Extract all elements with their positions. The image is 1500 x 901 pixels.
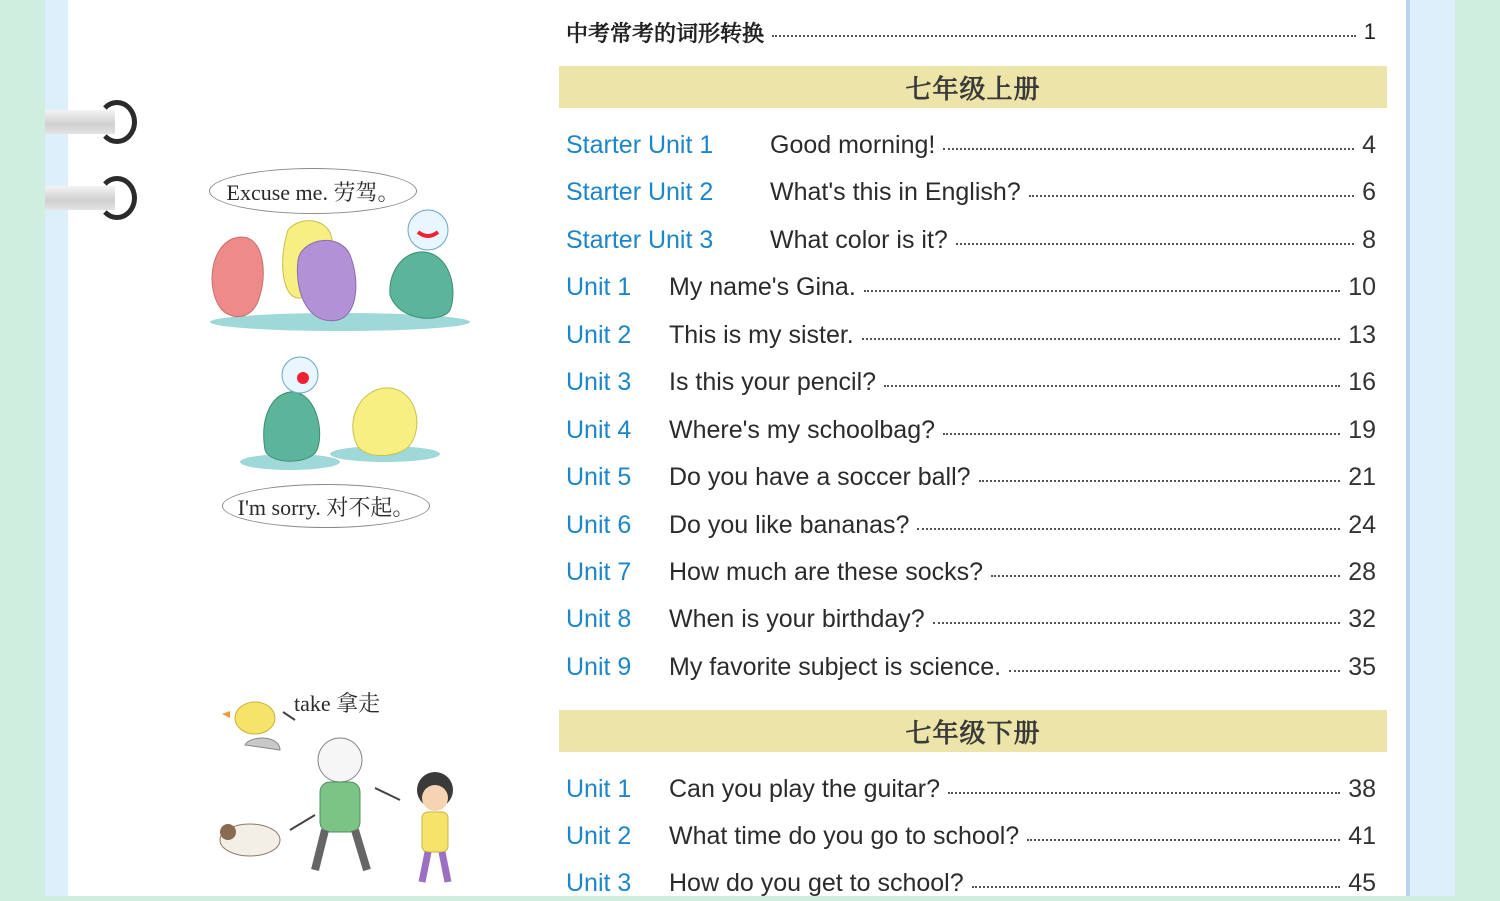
page-number: 19 [1348, 415, 1376, 444]
unit-label: Unit 8 [566, 604, 632, 633]
page-number: 38 [1348, 774, 1376, 803]
take-fetch-bring-illustration [200, 690, 480, 890]
leader-dots [943, 433, 1340, 435]
unit-title: Is this your pencil? [669, 367, 877, 396]
toc-row[interactable] [566, 601, 1376, 637]
toc-header-row[interactable] [566, 16, 1376, 48]
leader-dots [772, 35, 1356, 37]
speech-bubble-sorry: I'm sorry. 对不起。 [222, 484, 430, 528]
unit-title: My favorite subject is science. [669, 652, 1002, 681]
unit-title: Do you like bananas? [669, 510, 910, 539]
page-number: 32 [1348, 604, 1376, 633]
sorry-bean-illustration [235, 350, 455, 470]
speech-bubble-excuse: Excuse me. 劳驾。 [209, 168, 417, 214]
toc-row[interactable] [566, 364, 1376, 400]
toc-header-page: 1 [1363, 19, 1376, 44]
unit-title: When is your birthday? [669, 604, 925, 633]
unit-label: Unit 7 [566, 557, 632, 586]
toc-row[interactable] [566, 412, 1376, 448]
page-number: 24 [1348, 510, 1376, 539]
page-number: 16 [1348, 367, 1376, 396]
section-band-grade7-vol2: 七年级下册 [559, 710, 1387, 752]
unit-label: Unit 1 [566, 774, 632, 803]
toc-row[interactable] [566, 554, 1376, 590]
leader-dots [972, 886, 1341, 888]
toc-row[interactable] [566, 459, 1376, 495]
unit-label: Unit 3 [566, 868, 632, 897]
section-band-grade7-vol1: 七年级上册 [559, 66, 1387, 108]
unit-label: Starter Unit 2 [566, 177, 714, 206]
toc-row[interactable] [566, 507, 1376, 543]
toc-row[interactable] [566, 174, 1376, 210]
unit-title: What color is it? [770, 225, 948, 254]
toc-row[interactable] [566, 222, 1376, 258]
toc-row[interactable] [566, 317, 1376, 353]
unit-title: This is my sister. [669, 320, 854, 349]
page-number: 35 [1348, 652, 1376, 681]
leader-dots [864, 290, 1340, 292]
leader-dots [1009, 670, 1340, 672]
leader-dots [956, 243, 1354, 245]
leader-dots [933, 622, 1341, 624]
unit-label: Unit 2 [566, 821, 632, 850]
toc-row[interactable] [566, 649, 1376, 685]
toc-row[interactable] [566, 127, 1376, 163]
leader-dots [1029, 195, 1354, 197]
unit-title: What time do you go to school? [669, 821, 1020, 850]
page-number: 13 [1348, 320, 1376, 349]
unit-title: Do you have a soccer ball? [669, 462, 971, 491]
page-number: 45 [1348, 868, 1376, 897]
unit-label: Unit 9 [566, 652, 632, 681]
unit-title: What's this in English? [770, 177, 1021, 206]
bean-characters-illustration [200, 200, 480, 340]
unit-label: Unit 2 [566, 320, 632, 349]
unit-label: Starter Unit 3 [566, 225, 714, 254]
leader-dots [948, 792, 1340, 794]
binder-ring-icon [45, 176, 137, 220]
page-number: 41 [1348, 821, 1376, 850]
page-number: 10 [1348, 272, 1376, 301]
leader-dots [943, 148, 1354, 150]
binder-ring-icon [45, 100, 137, 144]
page-number: 21 [1348, 462, 1376, 491]
unit-label: Unit 4 [566, 415, 632, 444]
toc-row[interactable] [566, 269, 1376, 305]
leader-dots [862, 338, 1340, 340]
unit-title: How much are these socks? [669, 557, 984, 586]
leader-dots [1027, 839, 1340, 841]
unit-label: Unit 6 [566, 510, 632, 539]
toc-row[interactable] [566, 818, 1376, 854]
unit-title: Can you play the guitar? [669, 774, 941, 803]
label-take: take 拿走 [294, 691, 381, 716]
leader-dots [991, 575, 1340, 577]
unit-label: Starter Unit 1 [566, 130, 714, 159]
leader-dots [979, 480, 1341, 482]
toc-header-title: 中考常考的词形转换 [566, 20, 765, 46]
page-number: 6 [1362, 177, 1376, 206]
leader-dots [884, 385, 1340, 387]
unit-title: My name's Gina. [669, 272, 856, 301]
page-number: 8 [1362, 225, 1376, 254]
toc-row[interactable] [566, 771, 1376, 807]
unit-label: Unit 1 [566, 272, 632, 301]
unit-title: How do you get to school? [669, 868, 964, 897]
unit-title: Where's my schoolbag? [669, 415, 936, 444]
page-number: 4 [1362, 130, 1376, 159]
unit-label: Unit 5 [566, 462, 632, 491]
unit-title: Good morning! [770, 130, 936, 159]
unit-label: Unit 3 [566, 367, 632, 396]
leader-dots [917, 528, 1340, 530]
page-number: 28 [1348, 557, 1376, 586]
